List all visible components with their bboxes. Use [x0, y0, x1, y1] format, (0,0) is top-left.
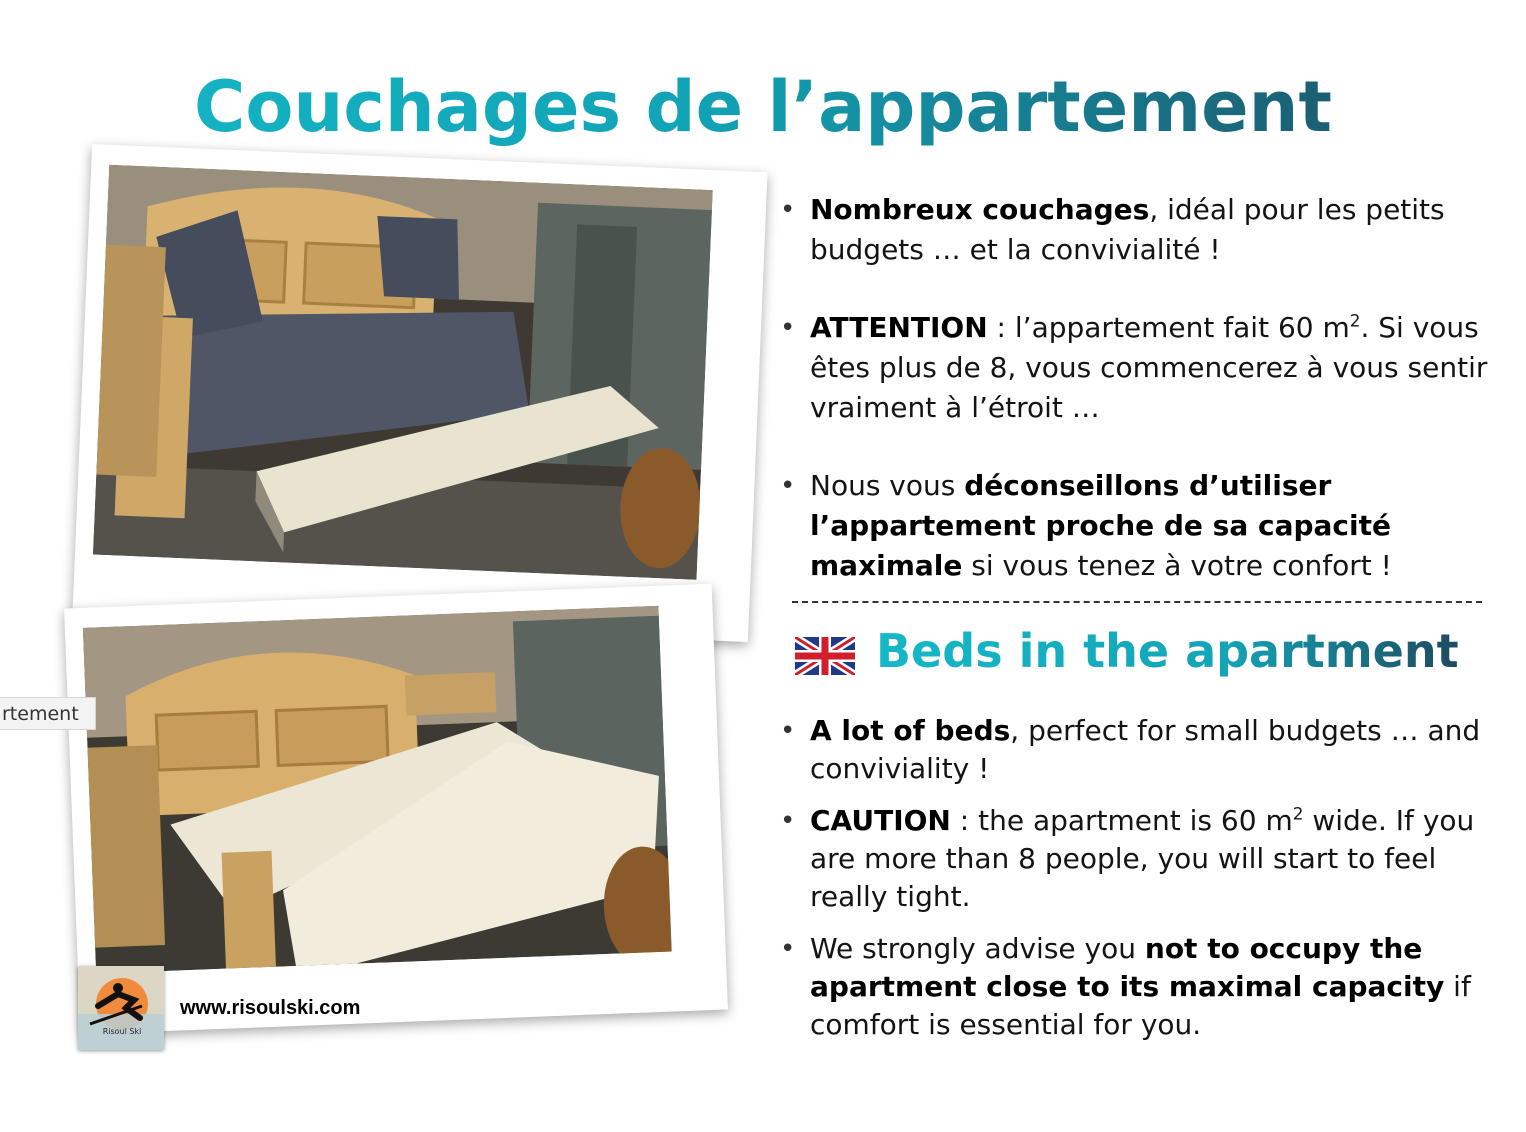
svg-text:Risoul Ski: Risoul Ski — [102, 1027, 142, 1036]
list-item: • Nous vous déconseillons d’utiliser l’appartement proche de sa capacité maximale si vous tenez à votre confort ! — [780, 466, 1500, 586]
page-title: Couchages de l’appartement — [0, 66, 1526, 148]
english-bullet-list — [780, 712, 1500, 1058]
photo-daybed-trundle — [72, 144, 767, 642]
list-item: • ATTENTION : l’appartement fait 60 $m^2$. Si vous êtes plus de 8, vous commencerez à vous sentir vraiment à l’étroit … — [780, 308, 1500, 428]
skier-logo-icon — [78, 966, 164, 1050]
uk-flag-icon — [795, 637, 855, 675]
list-item: • A lot of beds, perfect for small budgets … and conviviality ! — [780, 712, 1500, 788]
website-link[interactable]: www.risoulski.com — [180, 997, 361, 1019]
side-tab[interactable]: rtement — [0, 697, 96, 730]
english-title: Beds in the apartment — [876, 624, 1459, 678]
dashed-divider — [792, 601, 1482, 603]
list-item: • CAUTION : the apartment is 60 $m^2$ wide. If you are more than 8 people, you will start to feel really tight. — [780, 802, 1500, 916]
bedroom-photo-1 — [93, 165, 713, 580]
bedroom-photo-2 — [83, 606, 672, 974]
list-item: • Nombreux couchages, idéal pour les petits budgets … et la convivialité ! — [780, 190, 1500, 270]
list-item: • We strongly advise you not to occupy the apartment close to its maximal capacity if comfort is essential for you. — [780, 930, 1500, 1044]
french-bullet-list — [780, 190, 1500, 624]
